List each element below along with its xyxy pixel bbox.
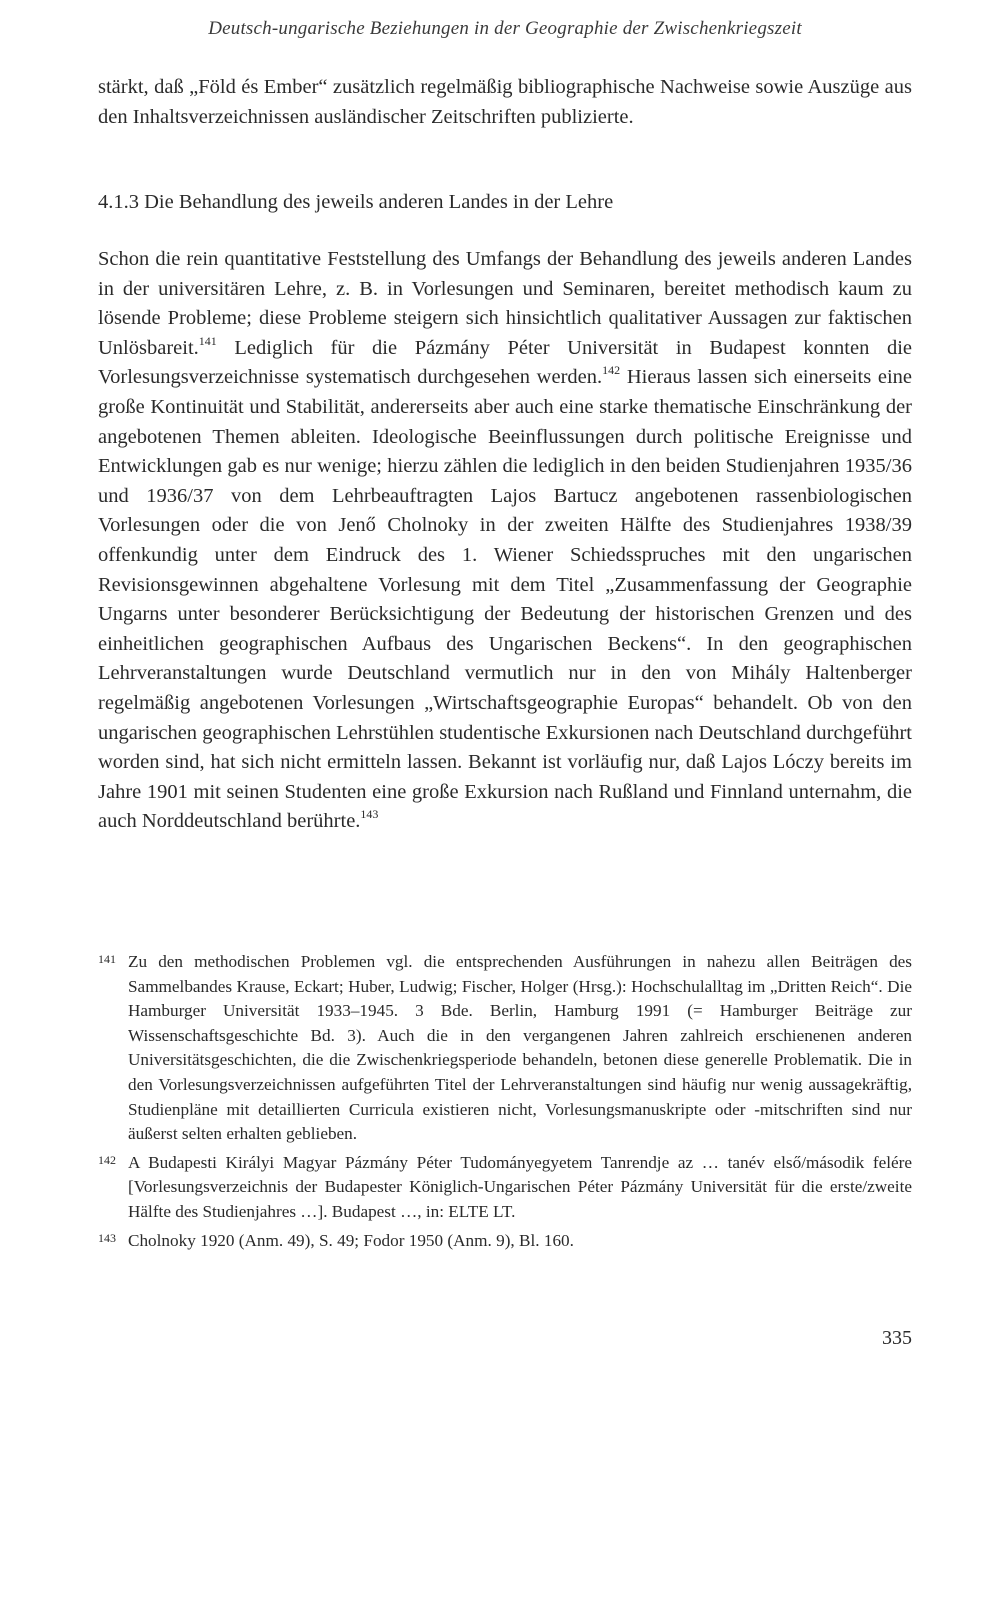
footnote-number: 143 bbox=[98, 1230, 116, 1245]
section-heading: 4.1.3 Die Behandlung des jeweils anderen Landes in der Lehre bbox=[98, 191, 614, 213]
footnote-142 bbox=[98, 1151, 912, 1225]
main-paragraph-part-1: Schon die rein quantitative Feststellung des Umfangs der Behandlung des jeweils anderen Landes in der universitären Lehre, z. B. in Vorlesungen und Seminaren, bereitet methodisch kaum zu lösende Probleme; diese Probleme steigern sich hinsichtlich qualitativer Aussagen zur faktischen Unlösbareit. bbox=[98, 248, 912, 359]
footnote-number: 142 bbox=[98, 1152, 116, 1167]
intro-paragraph: stärkt, daß „Föld és Ember“ zusätzlich regelmäßig bibliographische Nachweise sowie Auszüge aus den Inhaltsverzeichnissen ausländischer Zeitschriften publizierte. bbox=[98, 76, 912, 128]
footnote-ref-141[interactable]: 141 bbox=[198, 333, 217, 348]
main-paragraph-part-2: Lediglich für die Pázmány Péter Universität in Budapest konnten die Vorlesungsverzeichnisse systematisch durchgesehen werden. bbox=[98, 336, 912, 389]
footnotes bbox=[98, 950, 912, 1257]
main-paragraph-part-3: Hieraus lassen sich einerseits eine große Kontinuität und Stabilität, andererseits aber auch eine starke thematische Einschränkung der angebotenen Themen ableiten. Ideologische Beeinflussungen durch politische Ereignisse und Entwicklungen gab es nur wenige; hierzu zählen die lediglich in den beiden Studienjahren 1935/36 und 1936/37 von dem Lehrbeauftragten Lajos Bartucz angebotenen rassenbiologischen Vorlesungen oder die von Jenő Cholnoky in der zweiten Hälfte des Studienjahres 1938/39 offenkundig unter dem Eindruck des 1. Wiener Schiedsspruches mit den ungarischen Revisionsgewinnen abgehaltene Vorlesung mit dem Titel „Zusammenfassung der Geographie Ungarns unter besonderer Berücksichtigung der Bedeutung der historischen Grenzen und des einheitlichen geographischen Aufbaus des Ungarischen Beckens“. In den geographischen Lehrveranstaltungen wurde Deutschland vermutlich nur in den von Mihály Haltenberger regelmäßig angebotenen Vorlesungen „Wirtschaftsgeographie Europas“ behandelt. Ob von den ungarischen geographischen Lehrstühlen studentische Exkursionen nach Deutschland durchgeführt worden sind, hat sich nicht ermitteln lassen. Bekannt ist vorläufig nur, daß Lajos Lóczy bereits im Jahre 1901 mit seinen Studenten eine große Exkursion nach Rußland und Finnland unternahm, die auch Norddeutschland berührte. bbox=[98, 366, 913, 833]
running-head: Deutsch-ungarische Beziehungen in der Geographie der Zwischenkriegszeit bbox=[208, 18, 802, 39]
footnote-text: Zu den methodischen Problemen vgl. die entsprechenden Ausführungen in nahezu allen Beiträgen des Sammelbandes Krause, Eckart; Huber, Ludwig; Fischer, Holger (Hrsg.): Hochschulalltag im „Dritten Reich“. Die Hamburger Universität 1933–1945. 3 Bde. Berlin, Hamburg 1991 (= Hamburger Beiträge zur Wissenschaftsgeschichte Bd. 3). Auch die in den vergangenen Jahren zahlreich erschienenen anderen Universitätsgeschichten, die die Zwischenkriegsperiode behandeln, betonen diese generelle Problematik. Die in den Vorlesungsverzeichnissen aufgeführten Titel der Lehrveranstaltungen sind häufig nur wenig aussagekräftig, Studienpläne mit detaillierten Curricula existieren nicht, Vorlesungsmanuskripte oder -mitschriften sind nur äußerst selten erhalten geblieben. bbox=[128, 952, 912, 1144]
footnote-ref-143[interactable]: 143 bbox=[360, 807, 379, 822]
footnote-ref-142[interactable]: 142 bbox=[602, 363, 621, 378]
footnote-143 bbox=[98, 1229, 912, 1254]
footnote-141 bbox=[98, 950, 912, 1147]
main-paragraph bbox=[98, 245, 912, 837]
footnote-text: Cholnoky 1920 (Anm. 49), S. 49; Fodor 1950 (Anm. 9), Bl. 160. bbox=[128, 1230, 574, 1250]
footnote-text: A Budapesti Királyi Magyar Pázmány Péter Tudományegyetem Tanrendje az … tanév első/második felére [Vorlesungsverzeichnis der Budapester Königlich-Ungarischen Péter Pázmány Universität für die erste/zweite Hälfte des Studienjahres …]. Budapest …, in: ELTE LT. bbox=[128, 1152, 912, 1221]
page-number: 335 bbox=[882, 1327, 912, 1349]
footnote-number: 141 bbox=[98, 952, 116, 966]
